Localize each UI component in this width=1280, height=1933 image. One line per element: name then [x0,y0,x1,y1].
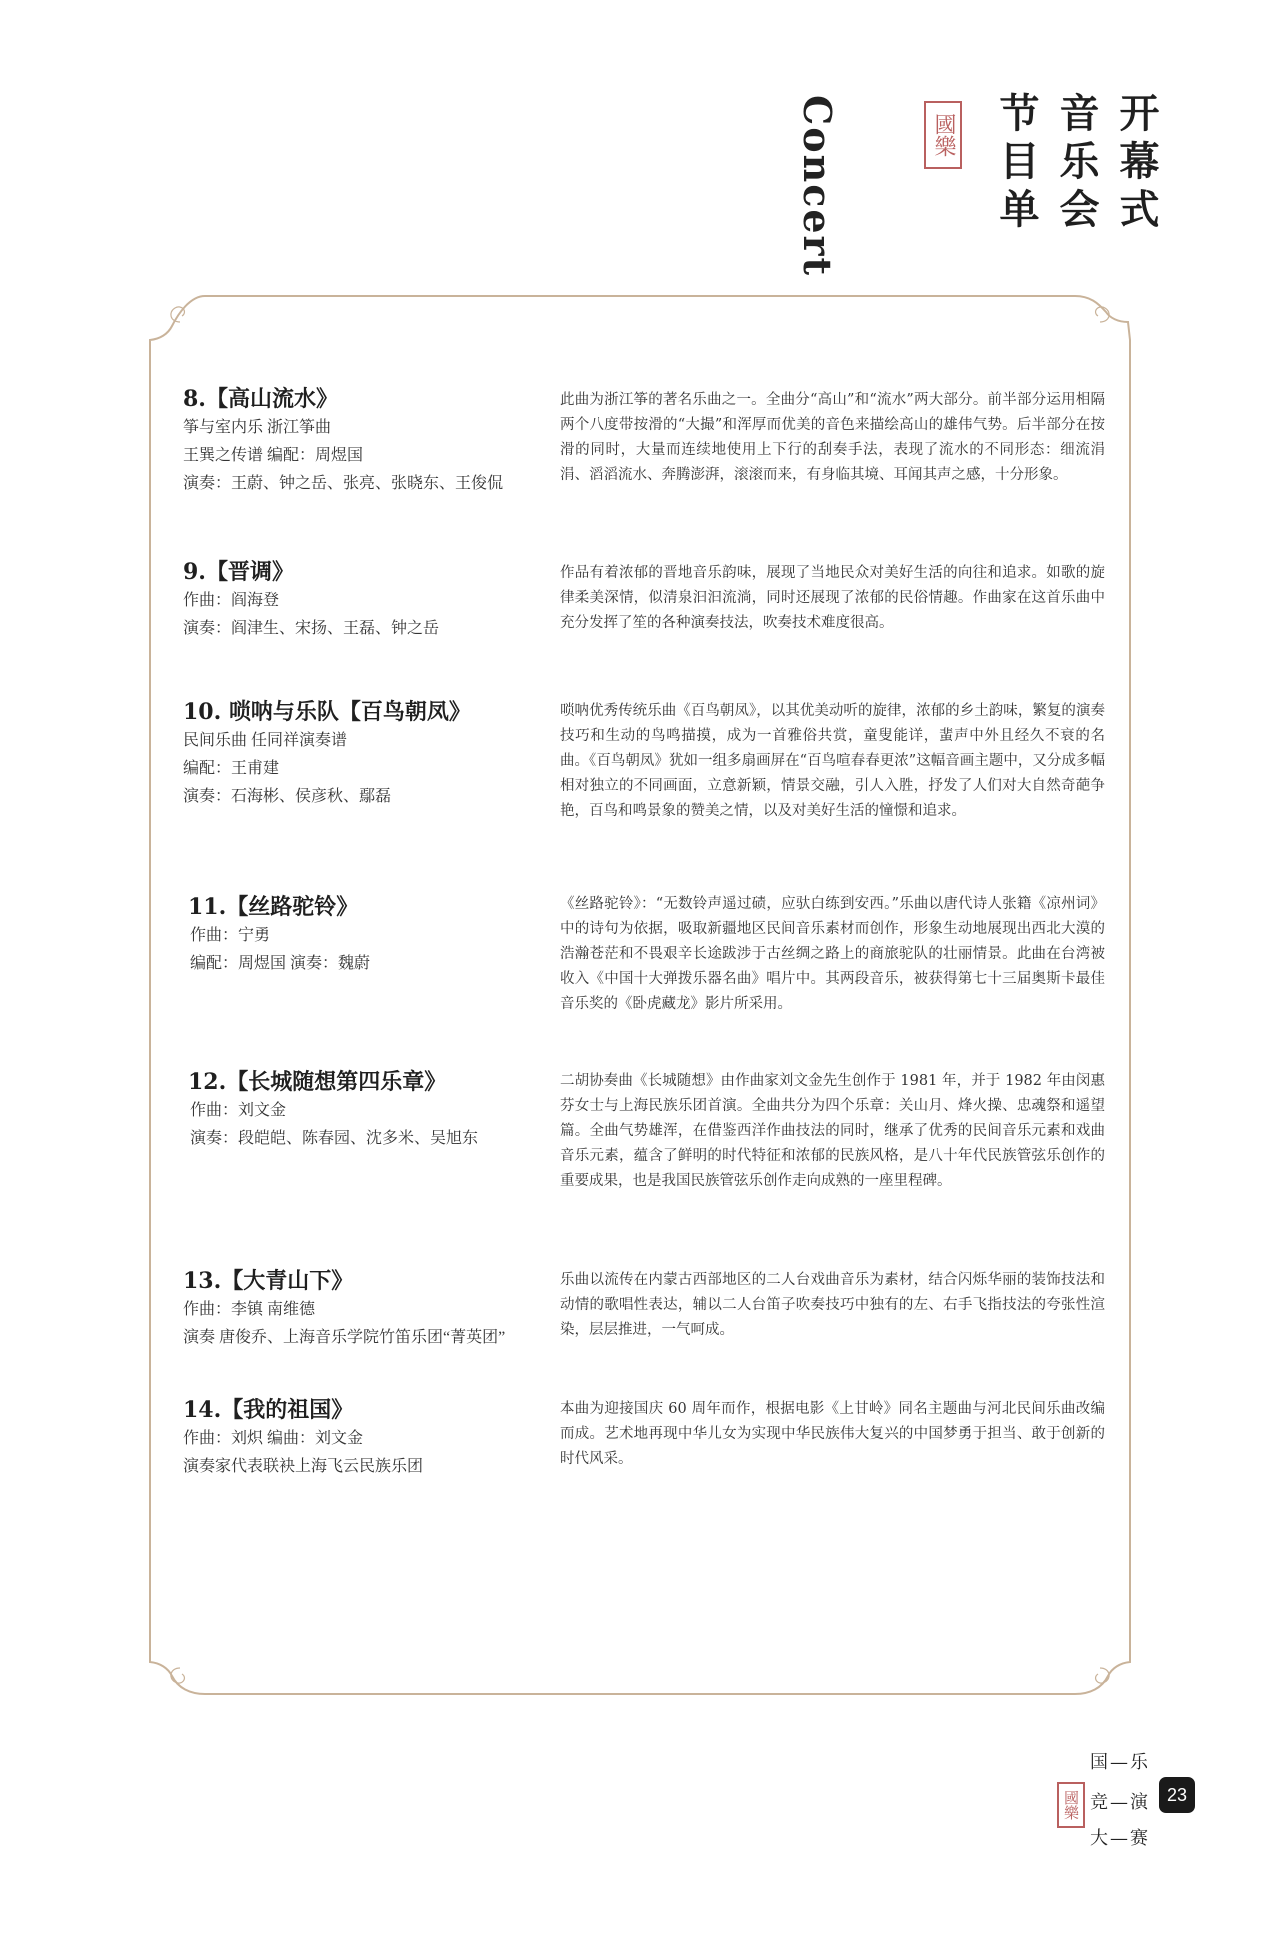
program-description: 此曲为浙江筝的著名乐曲之一。全曲分“高山”和“流水”两大部分。前半部分运用相隔两个八度带按滑的“大撮”和浑厚而优美的音色来描绘高山的雄伟气势。后半部分在按滑的同时，大量而连续地使用上下行的刮奏手法，表现了流水的不同形态：细流涓涓、滔滔流水、奔腾澎湃，滚滚而来，有身临其境、耳闻其声之感，十分形象。 [560,392,1105,483]
program-detail: 作曲：李镇 南维德 [183,1301,316,1318]
program-title: 13.【大青山下》 [183,1268,354,1294]
program-detail: 编配：周煜国 演奏：魏蔚 [190,955,371,972]
program-description: 二胡协奏曲《长城随想》由作曲家刘文金先生创作于 1981 年，并于 1982 年由闵惠芬女士与上海民族乐团首演。全曲共分为四个乐章：关山月、烽火操、忠魂祭和遥望篇。全曲气势雄浑，在借鉴西洋作曲技法的同时，继承了优秀的民间音乐元素和戏曲音乐元素，蕴含了鲜明的时代特征和浓郁的民族风格，是八十年代民族管弦乐创作的重要成果，也是我国民族管弦乐创作走向成熟的一座里程碑。 [560,1073,1105,1189]
program-description: 本曲为迎接国庆 60 周年而作，根据电影《上甘岭》同名主题曲与河北民间乐曲改编而成。艺术地再现中华儿女为实现中华民族伟大复兴的中国梦勇于担当、敢于创新的时代风采。 [560,1401,1105,1467]
program-description: 乐曲以流传在内蒙古西部地区的二人台戏曲音乐为素材，结合闪烁华丽的装饰技法和动情的歌唱性表达，辅以二人台笛子吹奏技巧中独有的左、右手飞指技法的夸张性渲染，层层推进，一气呵成。 [560,1272,1105,1338]
program-detail: 演奏：段皑皑、陈春园、沈多米、吴旭东 [190,1130,479,1147]
footer-text-row-1: 国—乐 [1090,1752,1150,1773]
program-detail: 演奏：阎津生、宋扬、王磊、钟之岳 [183,620,440,637]
program-title: 10. 唢呐与乐队【百鸟朝凤》 [183,699,471,725]
footer-text-row-2: 竞—演 [1090,1792,1150,1813]
program-detail: 作曲：刘文金 [190,1102,287,1119]
program-description: 作品有着浓郁的晋地音乐韵味，展现了当地民众对美好生活的向往和追求。如歌的旋律柔美深情，似清泉汩汩流淌，同时还展现了浓郁的民俗情趣。作曲家在这首乐曲中充分发挥了笙的各种演奏技法，吹奏技术难度很高。 [560,565,1105,631]
header-title-col-2: 音乐会 [1053,92,1100,236]
footer-seal-icon: 國樂 [1057,1782,1085,1828]
header-title-col-3: 节目单 [993,92,1040,236]
program-detail: 演奏家代表联袂上海飞云民族乐团 [183,1458,424,1475]
program-description: 《丝路驼铃》：“无数铃声遥过碛，应驮白练到安西。”乐曲以唐代诗人张籍《凉州词》中的诗句为依据，吸取新疆地区民间音乐素材而创作，形象生动地展现出西北大漠的浩瀚苍茫和不畏艰辛长途跋涉于古丝绸之路上的商旅驼队的壮丽情景。此曲在台湾被收入《中国十大弹拨乐器名曲》唱片中。其两段音乐，被获得第七十三届奥斯卡最佳音乐奖的《卧虎藏龙》影片所采用。 [560,896,1105,1012]
program-detail: 演奏：王蔚、钟之岳、张亮、张晓东、王俊侃 [183,475,504,492]
program-title: 8.【高山流水》 [183,386,338,412]
program-title: 11.【丝路驼铃》 [188,894,359,920]
program-detail: 演奏 唐俊乔、上海音乐学院竹笛乐团“菁英团” [183,1329,506,1346]
program-detail: 王巽之传谱 编配：周煜国 [183,447,364,464]
program-description: 唢呐优秀传统乐曲《百鸟朝凤》，以其优美动听的旋律，浓郁的乡土韵味，繁复的演奏技巧和生动的鸟鸣描摸，成为一首雅俗共赏，童叟能详，蜚声中外且经久不衰的名曲。《百鸟朝凤》犹如一组多扇画屏在“百鸟喧春春更浓”这幅音画主题中，又分成多幅相对独立的不同画面，立意新颖，情景交融，引人入胜，抒发了人们对大自然奇葩争艳，百鸟和鸣景象的赞美之情，以及对美好生活的憧憬和追求。 [560,703,1105,819]
page-number: 23 [1159,1777,1195,1813]
footer-text-row-3: 大—赛 [1090,1828,1150,1849]
program-detail: 作曲：刘炽 编曲：刘文金 [183,1430,364,1447]
seal-icon: 國樂 [924,101,962,169]
header-title-col-1: 开幕式 [1113,92,1160,236]
program-title: 12.【长城随想第四乐章》 [188,1069,447,1095]
program-title: 9.【晋调》 [183,559,294,585]
program-detail: 编配：王甫建 [183,760,280,777]
program-detail: 演奏：石海彬、侯彦秋、鄢磊 [183,788,392,805]
program-detail: 筝与室内乐 浙江筝曲 [183,419,332,436]
header-concert: Concert [795,95,840,278]
program-detail: 民间乐曲 任同祥演奏谱 [183,732,348,749]
program-title: 14.【我的祖国》 [183,1397,354,1423]
program-detail: 作曲：宁勇 [190,927,271,944]
program-detail: 作曲：阎海登 [183,592,280,609]
